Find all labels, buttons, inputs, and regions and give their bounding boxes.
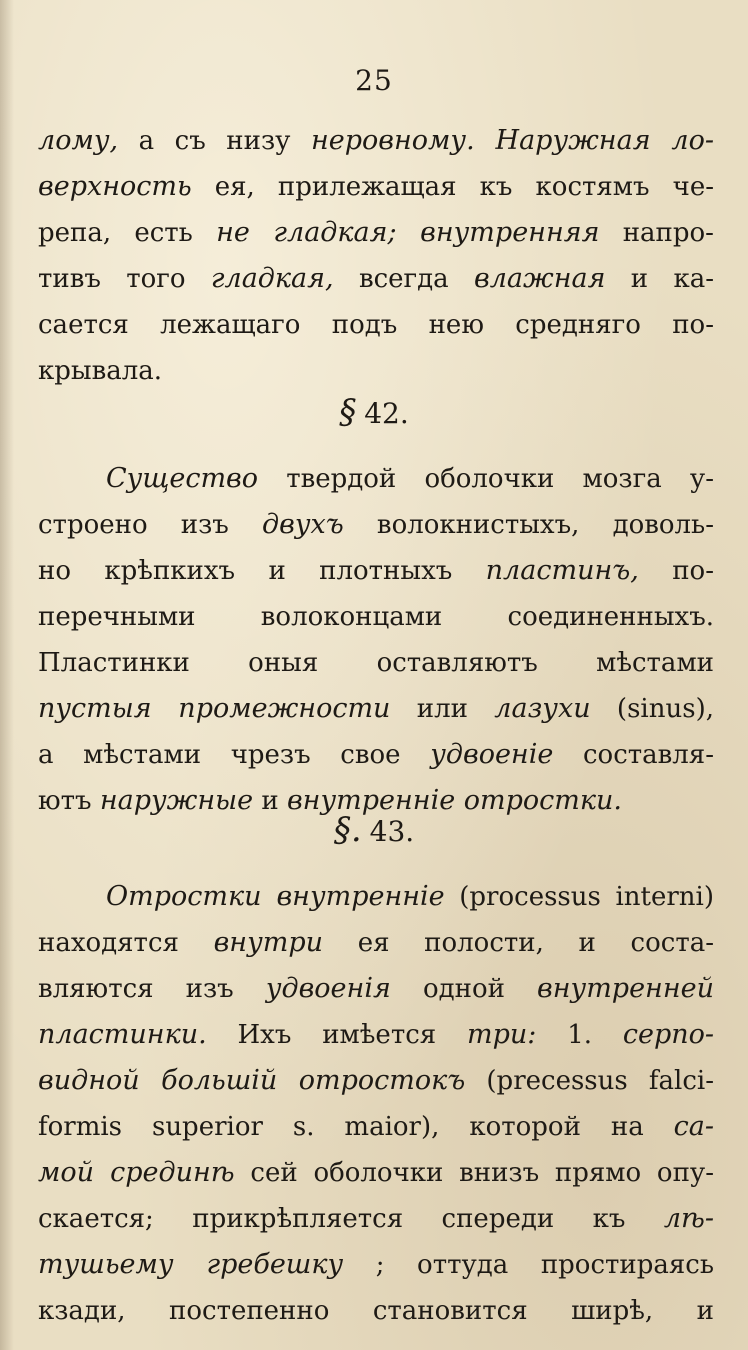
- section-heading-42: [0, 392, 748, 432]
- text-run: сей оболочки внизъ прямо опу-: [234, 1158, 714, 1188]
- text-run: одной: [390, 974, 538, 1004]
- section-sign: §: [339, 392, 357, 432]
- italic-term: Наружная ло-: [474, 125, 714, 156]
- text-run: ютъ: [38, 786, 100, 816]
- text-run: сается лежащаго подъ нею средняго по-: [38, 310, 714, 340]
- section-number: 42.: [364, 397, 409, 430]
- text-run: и: [253, 786, 287, 816]
- text-line: [38, 1012, 714, 1058]
- text-run: ; оттуда простираясь: [343, 1250, 714, 1280]
- text-line: [38, 1058, 714, 1104]
- text-run: кзади, постепенно становится ширѣ, и: [38, 1296, 714, 1326]
- text-run: находятся: [38, 928, 214, 958]
- text-run: волокнистыхъ, доволь-: [343, 510, 714, 540]
- italic-term: лому,: [38, 125, 119, 156]
- italic-term: удвоеніе: [430, 739, 554, 770]
- text-line: [38, 1150, 714, 1196]
- text-line: [38, 686, 714, 732]
- text-run: а мѣстами чрезъ свое: [38, 740, 431, 770]
- text-line: [38, 732, 714, 778]
- text-line: [38, 456, 714, 502]
- italic-term: пластинъ,: [485, 555, 639, 586]
- text-line: [38, 348, 714, 394]
- italic-term: удвоенія: [265, 973, 391, 1004]
- text-run: вляются изъ: [38, 974, 266, 1004]
- text-line: [38, 594, 714, 640]
- text-run: но крѣпкихъ и плотныхъ: [38, 556, 486, 586]
- italic-term: верхность: [38, 171, 192, 202]
- italic-term: видной большій отростокъ: [38, 1065, 466, 1096]
- italic-term: не гладкая; внутренняя: [216, 217, 600, 248]
- text-line: [38, 1104, 714, 1150]
- italic-term: Отростки внутренніе: [106, 881, 445, 912]
- text-run: составля-: [553, 740, 714, 770]
- italic-term: внутренніе отростки.: [286, 785, 622, 816]
- text-run: по-: [638, 556, 714, 586]
- text-run: перечными волоконцами соединенныхъ.: [38, 602, 714, 632]
- italic-term: лѣ-: [663, 1203, 714, 1234]
- text-run: тивъ того: [38, 264, 211, 294]
- italic-term: наружные: [99, 785, 254, 816]
- section-43-text: [38, 874, 714, 1334]
- italic-term: Существо: [106, 463, 259, 494]
- text-run: (sinus),: [590, 694, 714, 724]
- italic-term: гладкая,: [210, 263, 334, 294]
- text-run: и ка-: [605, 264, 714, 294]
- italic-term: влажная: [474, 263, 606, 294]
- text-run: Пластинки оныя оставляютъ мѣстами: [38, 648, 714, 678]
- text-line: [38, 256, 714, 302]
- text-line: [38, 640, 714, 686]
- text-run: ея полости, и соста-: [323, 928, 714, 958]
- italic-term: тушьему гребешку: [38, 1249, 344, 1280]
- text-line: [38, 302, 714, 348]
- text-line: [38, 502, 714, 548]
- italic-term: са-: [673, 1111, 714, 1142]
- text-line: [38, 1196, 714, 1242]
- italic-term: внутри: [213, 927, 324, 958]
- text-line: [38, 966, 714, 1012]
- text-run: ея, прилежащая къ костямъ че-: [191, 172, 714, 202]
- text-run: Ихъ имѣется: [206, 1020, 467, 1050]
- text-line: [38, 548, 714, 594]
- text-run: скается; прикрѣпляется спереди къ: [38, 1204, 664, 1234]
- text-run: или: [390, 694, 495, 724]
- italic-term: пластинки.: [38, 1019, 207, 1050]
- text-run: 1.: [536, 1020, 623, 1050]
- text-run: (precessus falci-: [465, 1066, 714, 1096]
- italic-term: мой срединѣ: [38, 1157, 235, 1188]
- italic-term: неровному.: [310, 125, 475, 156]
- italic-term: пустыя промежности: [38, 693, 391, 724]
- section-42-text: [38, 456, 714, 824]
- text-line: [38, 1242, 714, 1288]
- text-line: [38, 118, 714, 164]
- section-number: 43.: [369, 815, 415, 848]
- text-run: крывала.: [38, 356, 163, 386]
- text-line: [38, 164, 714, 210]
- text-line: [38, 1288, 714, 1334]
- italic-term: серпо-: [622, 1019, 714, 1050]
- text-line: [38, 874, 714, 920]
- text-run: репа, есть: [38, 218, 217, 248]
- italic-term: двухъ: [262, 509, 344, 540]
- text-line: [38, 210, 714, 256]
- text-run: formis superior s. maior), которой на: [38, 1112, 674, 1142]
- italic-term: три:: [467, 1019, 537, 1050]
- text-line: [38, 920, 714, 966]
- text-run: строено изъ: [38, 510, 263, 540]
- text-run: напро-: [599, 218, 714, 248]
- text-run: а съ низу: [118, 126, 311, 156]
- section-sign: §.: [333, 810, 362, 850]
- page-number: 25: [355, 64, 393, 97]
- section-heading-43: [0, 810, 748, 850]
- text-run: всегда: [333, 264, 474, 294]
- text-run: (processus interni): [444, 882, 714, 912]
- italic-term: лазухи: [494, 693, 591, 724]
- italic-term: внутренней: [537, 973, 714, 1004]
- text-run: твердой оболочки мозга у-: [258, 464, 714, 494]
- paragraph-continuation: [38, 118, 714, 394]
